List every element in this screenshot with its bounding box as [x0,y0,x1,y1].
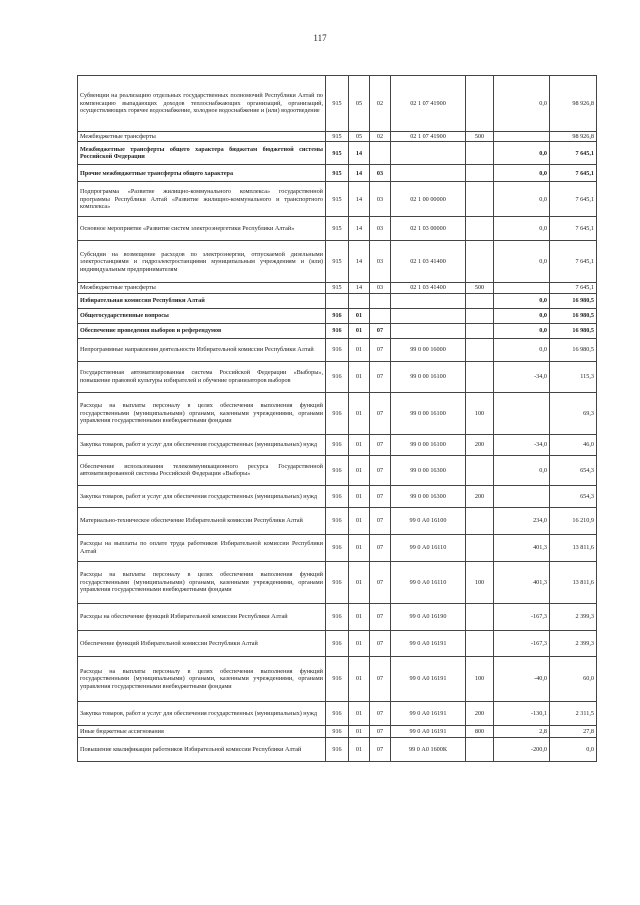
row-name: Обеспечение проведения выборов и референдумов [78,323,326,338]
total-amount: 2 399,3 [550,603,597,630]
change-amount: 234,0 [494,507,550,534]
section-code: 01 [349,737,370,761]
expense-type-code: 200 [466,434,494,455]
row-name: Межбюджетные трансферты [78,132,326,142]
total-amount: 16 210,9 [550,507,597,534]
total-amount: 7 645,1 [550,142,597,165]
total-amount: 16 980,5 [550,323,597,338]
row-name: Закупка товаров, работ и услуг для обеспечения государственных (муниципальных) нужд [78,485,326,507]
section-code: 14 [349,241,370,283]
row-name: Общегосударственные вопросы [78,308,326,323]
row-name: Непрограммные направления деятельности Избирательной комиссии Республики Алтай [78,338,326,361]
subsection-code [370,308,391,323]
total-amount: 16 980,5 [550,308,597,323]
expense-type-code [466,338,494,361]
total-amount: 13 811,6 [550,561,597,603]
table-row [78,217,597,241]
target-article-code: 02 1 03 41400 [391,283,466,293]
subsection-code: 07 [370,485,391,507]
target-article-code: 02 1 03 41400 [391,241,466,283]
table-row [78,361,597,392]
target-article-code: 99 0 А0 16191 [391,656,466,701]
expense-type-code [466,241,494,283]
row-name: Прочие межбюджетные трансферты общего характера [78,165,326,182]
change-amount: 0,0 [494,217,550,241]
admin-code: 916 [326,603,349,630]
change-amount: 0,0 [494,455,550,485]
admin-code: 916 [326,434,349,455]
section-code: 01 [349,308,370,323]
table-row [78,182,597,217]
expense-type-code [466,534,494,561]
row-name: Субвенции на реализацию отдельных государственных полномочий Республики Алтай по компенсацию выпадающих доходов теплоснабжающих организаций, организаций, осуществляющих горячее водоснабжение, холодное водоснабжение и (или) водоотведение [78,76,326,132]
section-code: 01 [349,434,370,455]
total-amount: 13 811,6 [550,534,597,561]
change-amount: -40,0 [494,656,550,701]
change-amount: 0,0 [494,338,550,361]
subsection-code: 03 [370,165,391,182]
expense-type-code: 200 [466,485,494,507]
admin-code: 916 [326,701,349,725]
table-row [78,656,597,701]
row-name: Субсидии на возмещение расходов по электроэнергии, отпускаемой дизельными электростанциями и гидроэлектростанциями муниципальным учреждениям и (или) индивидуальным предпринимателям [78,241,326,283]
change-amount [494,392,550,434]
subsection-code: 07 [370,455,391,485]
admin-code: 916 [326,561,349,603]
change-amount [494,132,550,142]
admin-code: 916 [326,392,349,434]
change-amount: 0,0 [494,182,550,217]
row-name: Государственная автоматизированная система Российской Федерации «Выборы», повышение правовой культуры избирателей и обучение организаторов выборов [78,361,326,392]
table-row [78,165,597,182]
subsection-code: 07 [370,434,391,455]
total-amount: 654,3 [550,485,597,507]
target-article-code: 99 0 00 16000 [391,338,466,361]
subsection-code: 07 [370,603,391,630]
table-row [78,283,597,293]
change-amount [494,283,550,293]
section-code: 05 [349,76,370,132]
expense-type-code [466,293,494,308]
table-row [78,241,597,283]
row-name: Обеспечение использования телекоммуникационного ресурса Государственной автоматизированной системы Российской Федерации «Выборы» [78,455,326,485]
change-amount: -200,0 [494,737,550,761]
target-article-code: 99 0 00 16100 [391,434,466,455]
expense-type-code [466,182,494,217]
row-name: Подпрограмма «Развитие жилищно-коммунального комплекса» государственной программы Республики Алтай «Развитие жилищно-коммунального и транспортного комплекса» [78,182,326,217]
total-amount: 98 926,8 [550,132,597,142]
expense-type-code [466,603,494,630]
page-number: 117 [313,33,327,43]
total-amount: 2 311,5 [550,701,597,725]
change-amount: -130,1 [494,701,550,725]
row-name: Избирательная комиссия Республики Алтай [78,293,326,308]
table-row [78,323,597,338]
target-article-code: 99 0 00 16300 [391,455,466,485]
admin-code: 915 [326,142,349,165]
admin-code: 916 [326,323,349,338]
expense-type-code: 800 [466,725,494,737]
row-name: Повышение квалификации работников Избирательной комиссии Республики Алтай [78,737,326,761]
subsection-code: 07 [370,725,391,737]
subsection-code [370,142,391,165]
table-row [78,338,597,361]
target-article-code [391,165,466,182]
target-article-code: 99 0 00 16100 [391,361,466,392]
admin-code: 916 [326,737,349,761]
subsection-code: 02 [370,132,391,142]
change-amount: 0,0 [494,142,550,165]
expense-type-code [466,308,494,323]
expense-type-code: 100 [466,656,494,701]
section-code: 14 [349,165,370,182]
expense-type-code [466,217,494,241]
total-amount: 16 980,5 [550,293,597,308]
total-amount: 2 399,3 [550,630,597,656]
total-amount: 115,3 [550,361,597,392]
admin-code: 915 [326,132,349,142]
subsection-code: 07 [370,361,391,392]
target-article-code: 99 0 А0 16110 [391,561,466,603]
subsection-code: 07 [370,630,391,656]
subsection-code: 07 [370,507,391,534]
admin-code: 916 [326,455,349,485]
subsection-code: 03 [370,241,391,283]
table-row [78,485,597,507]
total-amount: 69,3 [550,392,597,434]
table-row [78,392,597,434]
section-code: 01 [349,507,370,534]
target-article-code [391,308,466,323]
section-code: 01 [349,725,370,737]
table-row [78,725,597,737]
expense-type-code [466,323,494,338]
subsection-code: 02 [370,76,391,132]
admin-code: 916 [326,338,349,361]
expense-type-code: 200 [466,701,494,725]
section-code: 01 [349,338,370,361]
target-article-code: 02 1 00 00000 [391,182,466,217]
admin-code [326,293,349,308]
target-article-code: 99 0 А0 16191 [391,725,466,737]
target-article-code: 99 0 А0 16110 [391,534,466,561]
row-name: Межбюджетные трансферты общего характера бюджетам бюджетной системы Российской Федерации [78,142,326,165]
admin-code: 916 [326,656,349,701]
section-code: 14 [349,182,370,217]
total-amount: 16 980,5 [550,338,597,361]
target-article-code [391,142,466,165]
target-article-code: 99 0 А0 16191 [391,630,466,656]
table-row [78,308,597,323]
expense-type-code [466,630,494,656]
change-amount: -167,3 [494,630,550,656]
table-row [78,701,597,725]
admin-code: 915 [326,241,349,283]
admin-code: 915 [326,217,349,241]
table-row [78,142,597,165]
section-code: 05 [349,132,370,142]
expense-type-code [466,76,494,132]
target-article-code: 99 0 00 16300 [391,485,466,507]
change-amount: 0,0 [494,241,550,283]
target-article-code: 99 0 00 16100 [391,392,466,434]
total-amount: 7 645,1 [550,283,597,293]
expense-type-code [466,507,494,534]
row-name: Закупка товаров, работ и услуг для обеспечения государственных (муниципальных) нужд [78,434,326,455]
expense-type-code [466,165,494,182]
total-amount: 7 645,1 [550,241,597,283]
table-row [78,132,597,142]
section-code: 01 [349,534,370,561]
admin-code: 916 [326,485,349,507]
subsection-code [370,293,391,308]
total-amount: 60,0 [550,656,597,701]
section-code: 14 [349,142,370,165]
section-code: 01 [349,485,370,507]
target-article-code: 99 0 А0 16191 [391,701,466,725]
change-amount: 401,3 [494,534,550,561]
table-row [78,603,597,630]
expense-type-code [466,737,494,761]
target-article-code [391,323,466,338]
subsection-code: 03 [370,283,391,293]
change-amount [494,485,550,507]
table-row [78,737,597,761]
section-code [349,293,370,308]
section-code: 01 [349,455,370,485]
change-amount: 0,0 [494,323,550,338]
expense-type-code: 100 [466,392,494,434]
change-amount: 0,0 [494,308,550,323]
expense-type-code: 500 [466,283,494,293]
section-code: 14 [349,217,370,241]
expense-type-code [466,142,494,165]
table-row [78,507,597,534]
section-code: 01 [349,361,370,392]
admin-code: 916 [326,725,349,737]
table-row [78,293,597,308]
total-amount: 654,3 [550,455,597,485]
admin-code: 916 [326,308,349,323]
subsection-code: 03 [370,182,391,217]
row-name: Расходы на выплаты персоналу в целях обеспечения выполнения функций государственными (муниципальными) органами, казенными учреждениями, органами управления государственными внебюджетными фондами [78,392,326,434]
total-amount: 0,0 [550,737,597,761]
change-amount: 401,3 [494,561,550,603]
target-article-code: 02 1 07 41900 [391,132,466,142]
change-amount: 2,8 [494,725,550,737]
target-article-code: 02 1 07 41900 [391,76,466,132]
change-amount: 0,0 [494,76,550,132]
admin-code: 915 [326,165,349,182]
change-amount: 0,0 [494,293,550,308]
target-article-code [391,293,466,308]
row-name: Иные бюджетные ассигнования [78,725,326,737]
row-name: Расходы на обеспечение функций Избирательной комиссии Республики Алтай [78,603,326,630]
admin-code: 916 [326,507,349,534]
table-row [78,434,597,455]
row-name: Расходы на выплаты по оплате труда работников Избирательной комиссии Республики Алтай [78,534,326,561]
row-name: Материально-техническое обеспечение Избирательной комиссии Республики Алтай [78,507,326,534]
subsection-code: 07 [370,323,391,338]
change-amount: -34,0 [494,361,550,392]
subsection-code: 07 [370,534,391,561]
total-amount: 7 645,1 [550,182,597,217]
subsection-code: 07 [370,561,391,603]
expense-type-code: 100 [466,561,494,603]
target-article-code: 99 0 А0 1600К [391,737,466,761]
subsection-code: 07 [370,737,391,761]
table-row [78,534,597,561]
row-name: Обеспечение функций Избирательной комиссии Республики Алтай [78,630,326,656]
table-body [78,76,597,762]
expense-type-code: 500 [466,132,494,142]
row-name: Расходы на выплаты персоналу в целях обеспечения выполнения функций государственными (муниципальными) органами, казенными учреждениями, органами управления государственными внебюджетными фондами [78,656,326,701]
section-code: 14 [349,283,370,293]
admin-code: 916 [326,630,349,656]
total-amount: 7 645,1 [550,165,597,182]
row-name: Расходы на выплаты персоналу в целях обеспечения выполнения функций государственными (муниципальными) органами, казенными учреждениями, органами управления государственными внебюджетными фондами [78,561,326,603]
table-row [78,76,597,132]
row-name: Закупка товаров, работ и услуг для обеспечения государственных (муниципальных) нужд [78,701,326,725]
section-code: 01 [349,323,370,338]
section-code: 01 [349,561,370,603]
section-code: 01 [349,630,370,656]
table-row [78,455,597,485]
row-name: Межбюджетные трансферты [78,283,326,293]
expense-type-code [466,361,494,392]
budget-table [77,75,597,762]
section-code: 01 [349,656,370,701]
target-article-code: 99 0 А0 16190 [391,603,466,630]
subsection-code: 07 [370,392,391,434]
target-article-code: 99 0 А0 16100 [391,507,466,534]
admin-code: 915 [326,182,349,217]
section-code: 01 [349,701,370,725]
change-amount: 0,0 [494,165,550,182]
subsection-code: 07 [370,338,391,361]
total-amount: 46,0 [550,434,597,455]
admin-code: 915 [326,283,349,293]
change-amount: -167,3 [494,603,550,630]
subsection-code: 07 [370,656,391,701]
table-row [78,561,597,603]
target-article-code: 02 1 03 00000 [391,217,466,241]
total-amount: 7 645,1 [550,217,597,241]
change-amount: -34,0 [494,434,550,455]
admin-code: 916 [326,534,349,561]
admin-code: 915 [326,76,349,132]
total-amount: 98 926,8 [550,76,597,132]
table-row [78,630,597,656]
subsection-code: 03 [370,217,391,241]
subsection-code: 07 [370,701,391,725]
section-code: 01 [349,603,370,630]
section-code: 01 [349,392,370,434]
total-amount: 27,8 [550,725,597,737]
expense-type-code [466,455,494,485]
row-name: Основное мероприятие «Развитие систем электроэнергетики Республики Алтай» [78,217,326,241]
admin-code: 916 [326,361,349,392]
